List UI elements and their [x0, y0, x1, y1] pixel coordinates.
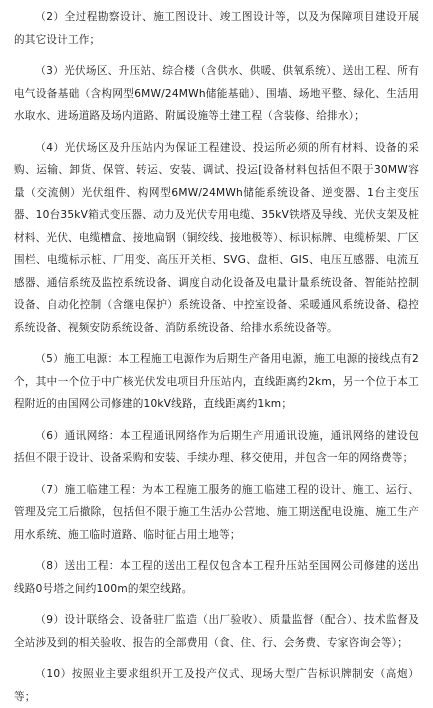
paragraph-item-7: （7）施工临建工程：为本工程施工服务的施工临建工程的设计、施工、运行、管理及完工后撤除，包括但不限于施工生活办公营地、施工期送配电设施、施工生产用水系统、施工临时道路、临时征占用土地等；	[14, 483, 419, 541]
paragraph-item-2: （2）全过程勘察设计、施工图设计、竣工图设计等，以及为保障项目建设开展的其它设计工作；	[14, 11, 419, 46]
paragraph-item-8: （8）送出工程：本工程的送出工程仅包含本工程升压站至国网公司修建的送出线路0号塔之间约100m的架空线路。	[14, 560, 419, 595]
paragraph-item-6: （6）通讯网络：本工程通讯网络作为后期生产用通讯设施，通讯网络的建设包括但不限于设计、设备采购和安装、手续办理、移交使用，并包含一年的网络费等；	[14, 429, 419, 464]
paragraph-item-4: （4）光伏场区及升压站内为保证工程建设、投运所必须的所有材料、设备的采购、运输、卸货、保管、转运、安装、调试、投运[设备材料包括但不限于30MW容量（交流侧）光伏组件、构网型6MW/24MWh储能系统设备、逆变器、1台主变压器、10台35kV箱式变压器、动力及光伏专用电缆、35kV铁塔及导线、光伏支架及桩材料、光伏、电缆槽盒、接地扁钢（铜绞线、接地极等）、标识标牌、电缆桥架、厂区围栏、电缆标示桩、厂用变、高压开关柜、SVG、盘柜、GIS、电压互感器、电流互感器、通信系统及监控系统设备、调度自动化设备及电量计量系统设备、智能站控制设备、自动化控制（含继电保护）系统设备、中控室设备、采暖通风系统设备、稳控系统设备、视频安防系统设备、消防系统设备、给排水系统设备等。	[14, 141, 419, 334]
paragraph-item-3: （3）光伏场区、升压站、综合楼（含供水、供暖、供氧系统）、送出工程、所有电气设备基础（含构网型6MW/24MWh储能基础）、围墙、场地平整、绿化、生活用水取水、进场道路及场内道路、附属设施等土建工程（含装修、给排水）；	[14, 65, 419, 122]
paragraph-item-10: （10）按照业主要求组织开工及投产仪式、现场大型广告标识牌制安（高炮）等；	[14, 668, 419, 703]
paragraph-item-5: （5）施工电源：本工程施工电源作为后期生产备用电源，施工电源的接线点有2个，其中一个位于中广核光伏发电项目升压站内，直线距离约2km，另一个位于本工程附近的由国网公司修建的10kV线路，直线距离约1km；	[14, 353, 419, 410]
paragraph-item-9: （9）设计联络会、设备驻厂监造（出厂验收）、质量监督（配合）、技术监督及全站涉及到的相关验收、报告的全部费用（食、住、行、会务费、专家咨询会等）；	[14, 614, 419, 649]
